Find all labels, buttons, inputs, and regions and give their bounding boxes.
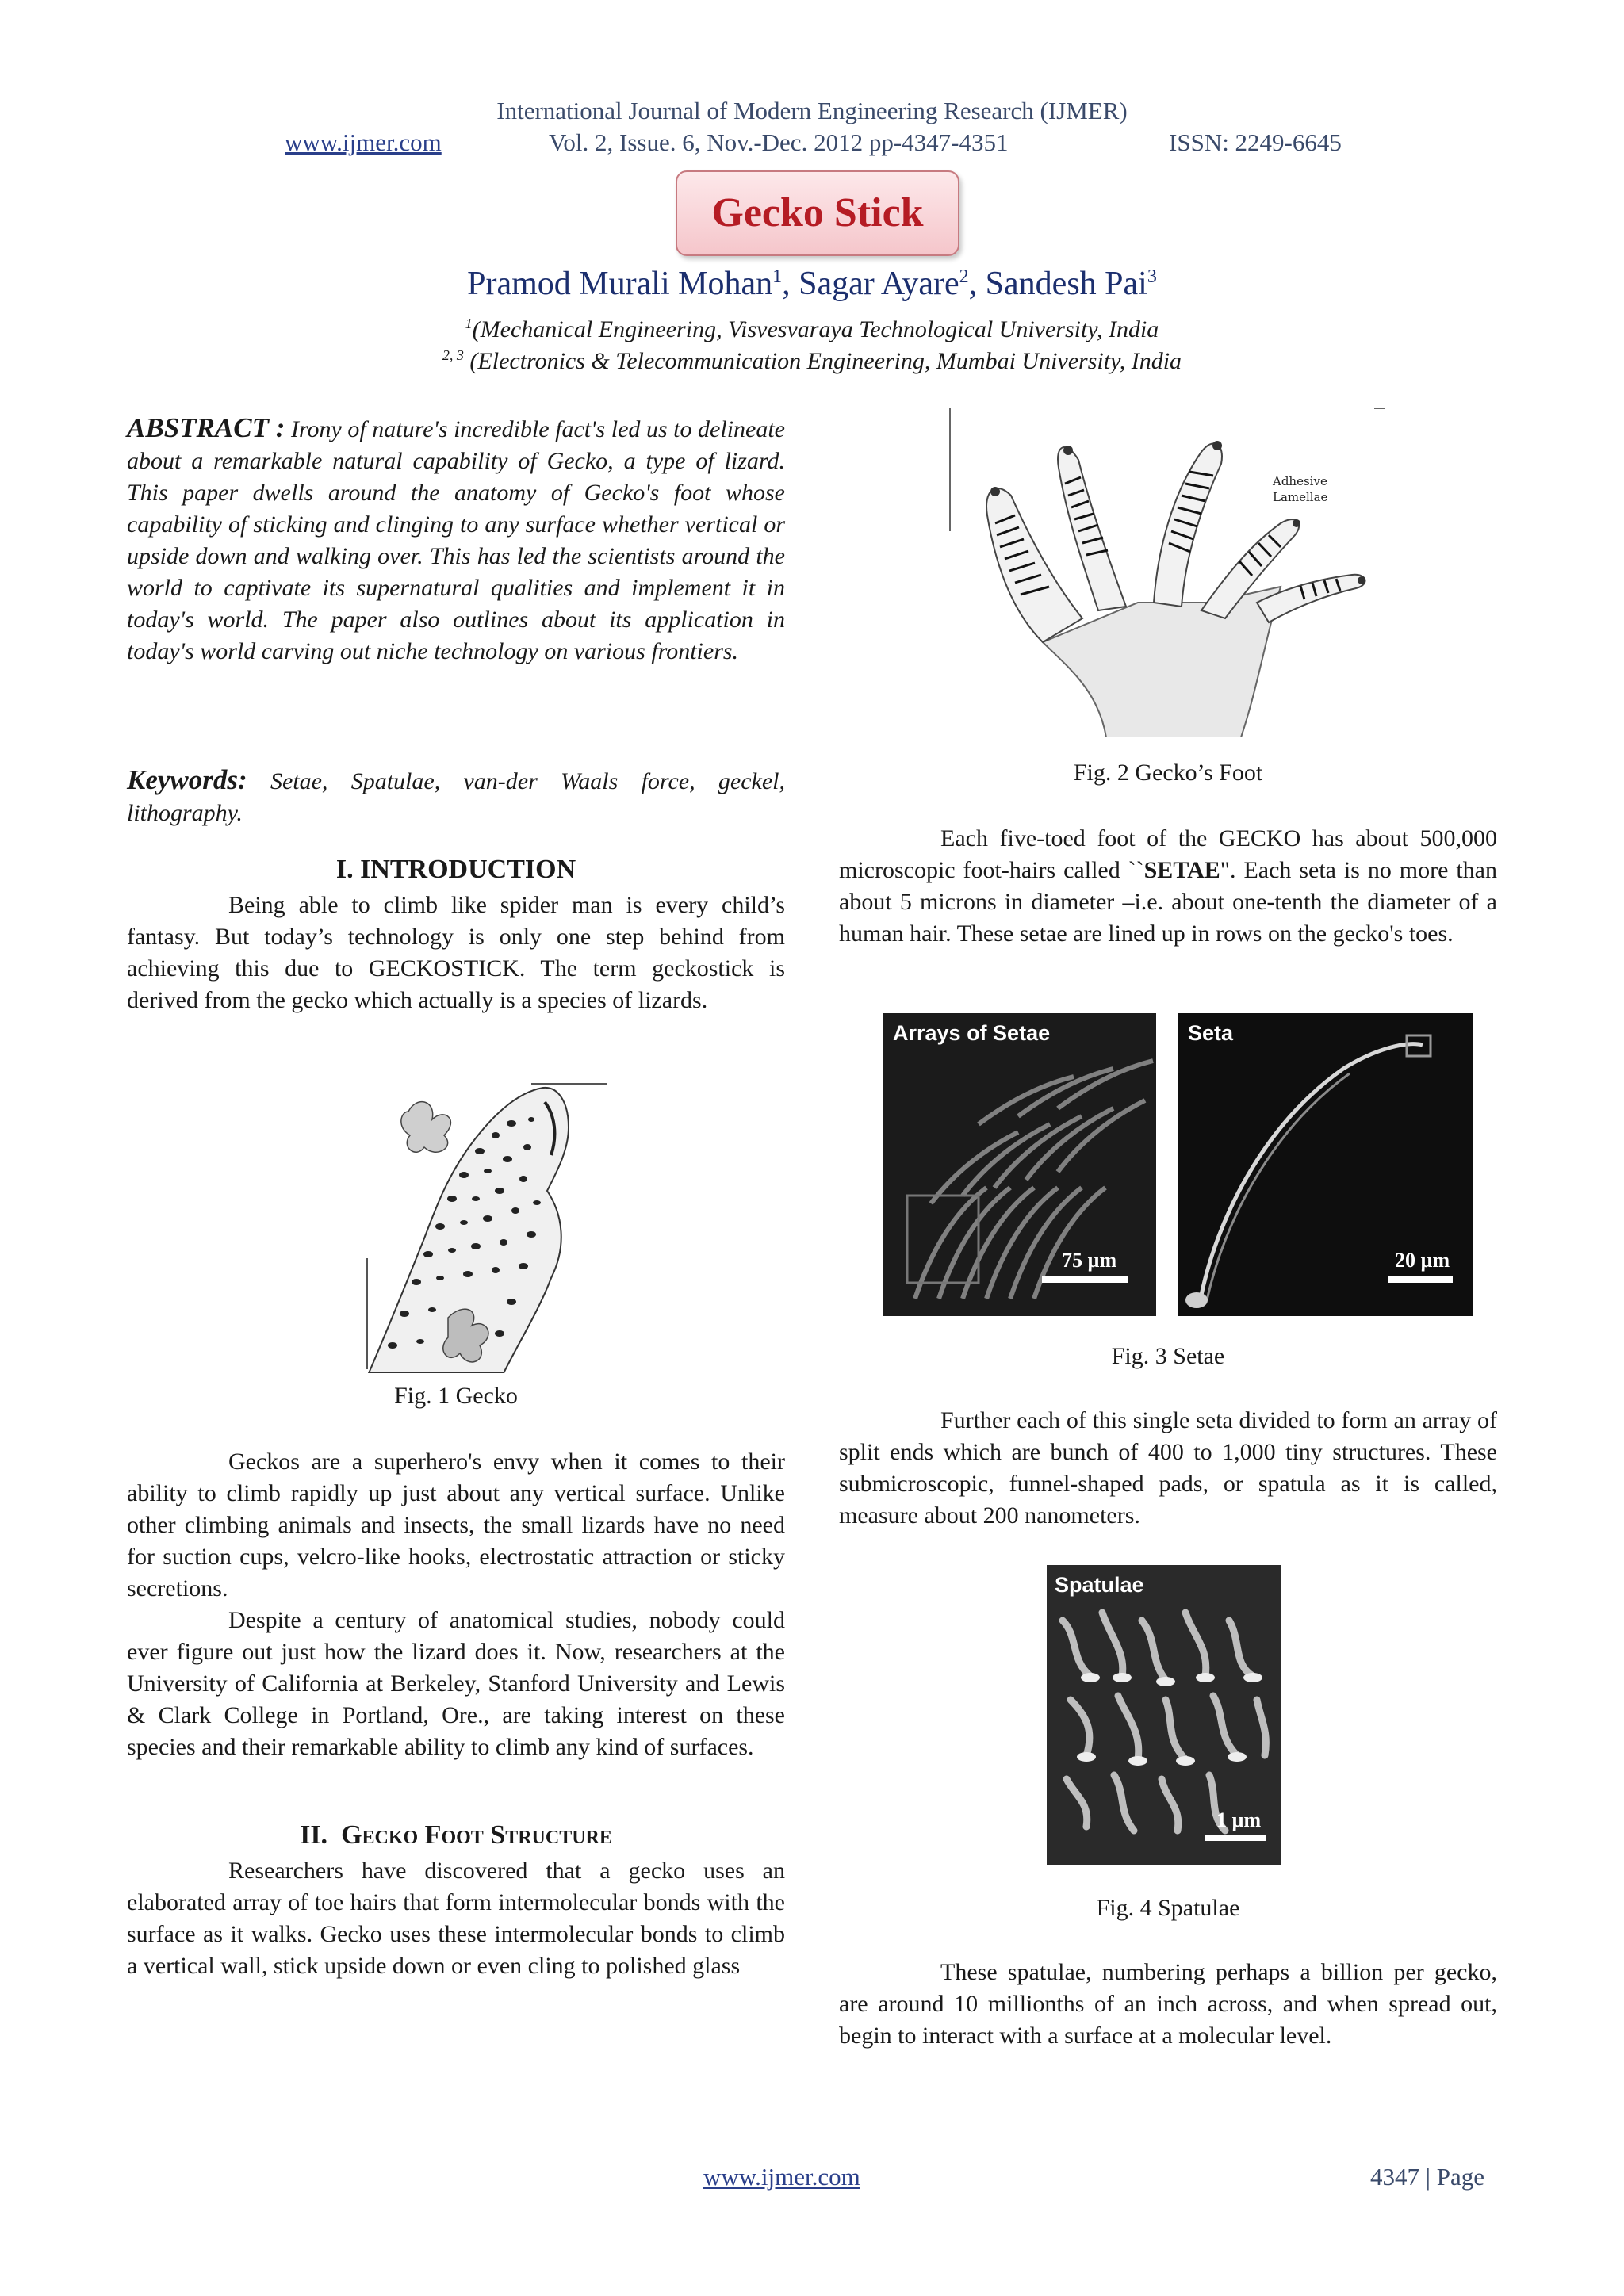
affiliation-text: (Electronics & Telecommunication Engineering, Mumbai University, India [469, 348, 1182, 374]
page-number: 4347 | Page [1370, 2163, 1484, 2191]
setae-array-scale: 75 µm [1062, 1249, 1117, 1272]
foot-label-line2: Lamellae [1273, 490, 1328, 504]
authors: Pramod Murali Mohan$^1$, Sagar Ayare$^2$, Sandesh Pai$^3$ [467, 266, 1157, 302]
intro-paragraphs-2-3 [127, 1446, 785, 1763]
gecko-illustration [361, 1080, 607, 1373]
affiliation-sup: 2, 3 [442, 347, 464, 363]
paragraph-text: Geckos are a superhero's envy when it comes to their ability to climb rapidly up just about any vertical surface. Unlike other climbing animals and insects, the small lizards have no need for suction cups, velcro-like hooks, electrostatic attraction or sticky secretions. [127, 1448, 785, 1601]
figure-2-caption: Fig. 2 Gecko’s Foot [1073, 760, 1263, 786]
abstract-text: Irony of nature's incredible fact's led us to delineate about a remarkable natural capability of Gecko, a type of lizard. This paper dwells around the anatomy of Gecko's foot whose capability of sticking and clinging to any surface whether vertical or upside down and walking over. This has led the scientists around the world to captivate its supernatural qualities and implement it in today's world. The paper also outlines about its application in today's world carving out niche technology on various frontiers. [127, 416, 785, 664]
affiliation-1 [0, 316, 1624, 343]
title-box [676, 170, 959, 256]
abstract-label: ABSTRACT : [127, 412, 285, 443]
spatulae-micrograph [1047, 1565, 1281, 1865]
section-title: Gecko Foot Structure [341, 1820, 612, 1850]
figure-spatulae [1047, 1565, 1281, 1865]
setae-array-title: Arrays of Setae [893, 1021, 1051, 1045]
paragraph-text: These spatulae, numbering perhaps a billion per gecko, are around 10 millionths of an inch across, and when spread out, begin to interact with a surface at a molecular level. [839, 1959, 1497, 2049]
spatulae-scale: 1 µm [1216, 1808, 1262, 1831]
spatula-paragraph [839, 1405, 1497, 1532]
setae-paragraph [839, 823, 1497, 950]
header-website-link[interactable]: www.ijmer.com [285, 128, 442, 156]
intro-paragraph-1 [127, 890, 785, 1016]
author-name: Pramod Murali Mohan [467, 266, 773, 302]
setae-micrographs [883, 1013, 1473, 1316]
figure-3-caption: Fig. 3 Setae [1111, 1343, 1225, 1369]
volume-info: Vol. 2, Issue. 6, Nov.-Dec. 2012 pp-4347-4351 [549, 128, 1009, 156]
paragraph-text: Further each of this single seta divided to form an array of split ends which are bunch of 400 to 1,000 tiny structures. These submicroscopic, funnel-shaped pads, or spatula as it is called, measure about 200 nanometers. [839, 1407, 1497, 1529]
affiliation-sup: 1 [465, 316, 473, 331]
journal-name: International Journal of Modern Engineering Research (IJMER) [496, 97, 1128, 124]
affiliation-2 [0, 347, 1624, 375]
paper-title: Gecko Stick [711, 190, 924, 235]
seta-title: Seta [1188, 1021, 1234, 1045]
foot-label-line1: Adhesive [1273, 474, 1327, 488]
seta-scale: 20 µm [1395, 1249, 1450, 1272]
author-name: Sandesh Pai [985, 266, 1147, 302]
paragraph-text: Each five-toed foot of the GECKO has about 500,000 microscopic foot-hairs called `` [839, 825, 1497, 883]
footer-website-link[interactable]: www.ijmer.com [703, 2163, 860, 2191]
figure-gecko-foot [948, 404, 1392, 737]
author-sup: 1 [772, 266, 783, 287]
keywords [127, 764, 785, 829]
figure-setae [883, 1013, 1473, 1316]
gecko-foot-illustration [948, 404, 1392, 737]
foot-structure-paragraph [127, 1855, 785, 1982]
emphasis-setae: SETAE [1143, 857, 1220, 883]
paragraph-text: ". Each seta is no more than about 5 microns in diameter –i.e. about one-tenth the diameter of a human hair. These setae are lined up in rows on the gecko's toes. [839, 857, 1497, 947]
figure-4-caption: Fig. 4 Spatulae [1096, 1895, 1240, 1921]
section-heading-introduction: I. INTRODUCTION [335, 855, 576, 884]
keywords-text: Setae, Spatulae, van-der Waals force, geckel, lithography. [127, 768, 786, 826]
author-sup: 2 [959, 266, 969, 287]
figure-1-caption: Fig. 1 Gecko [394, 1383, 518, 1409]
author-name: Sagar Ayare [799, 266, 959, 302]
abstract [127, 412, 785, 668]
keywords-label: Keywords: [127, 764, 247, 795]
figure-gecko [361, 1080, 607, 1373]
paragraph-text: Despite a century of anatomical studies, nobody could ever figure out just how the lizard does it. Now, researchers at the University of California at Berkeley, Stanford University and Lewis & Clark College in Portland, Ore., are taking interest on these species and their remarkable ability to climb any kind of surfaces. [127, 1607, 785, 1760]
paragraph-text: Being able to climb like spider man is every child’s fantasy. But today’s technology is only one step behind from achieving this due to GECKOSTICK. The term geckostick is derived from the gecko which actually is a species of lizards. [127, 892, 785, 1013]
section-heading-foot-structure [127, 1820, 785, 1850]
paragraph-text: Researchers have discovered that a gecko uses an elaborated array of toe hairs that form intermolecular bonds with the surface as it walks. Gecko uses these intermolecular bonds to climb a vertical wall, stick upside down or even cling to polished glass [127, 1858, 785, 1979]
section-number: II. [300, 1820, 328, 1850]
affiliation-text: (Mechanical Engineering, Visvesvaraya Technological University, India [472, 316, 1159, 342]
spatulae-title: Spatulae [1055, 1573, 1144, 1597]
spatulae-count-paragraph [839, 1957, 1497, 2052]
issn: ISSN: 2249-6645 [1169, 128, 1342, 156]
author-sup: 3 [1147, 266, 1157, 287]
